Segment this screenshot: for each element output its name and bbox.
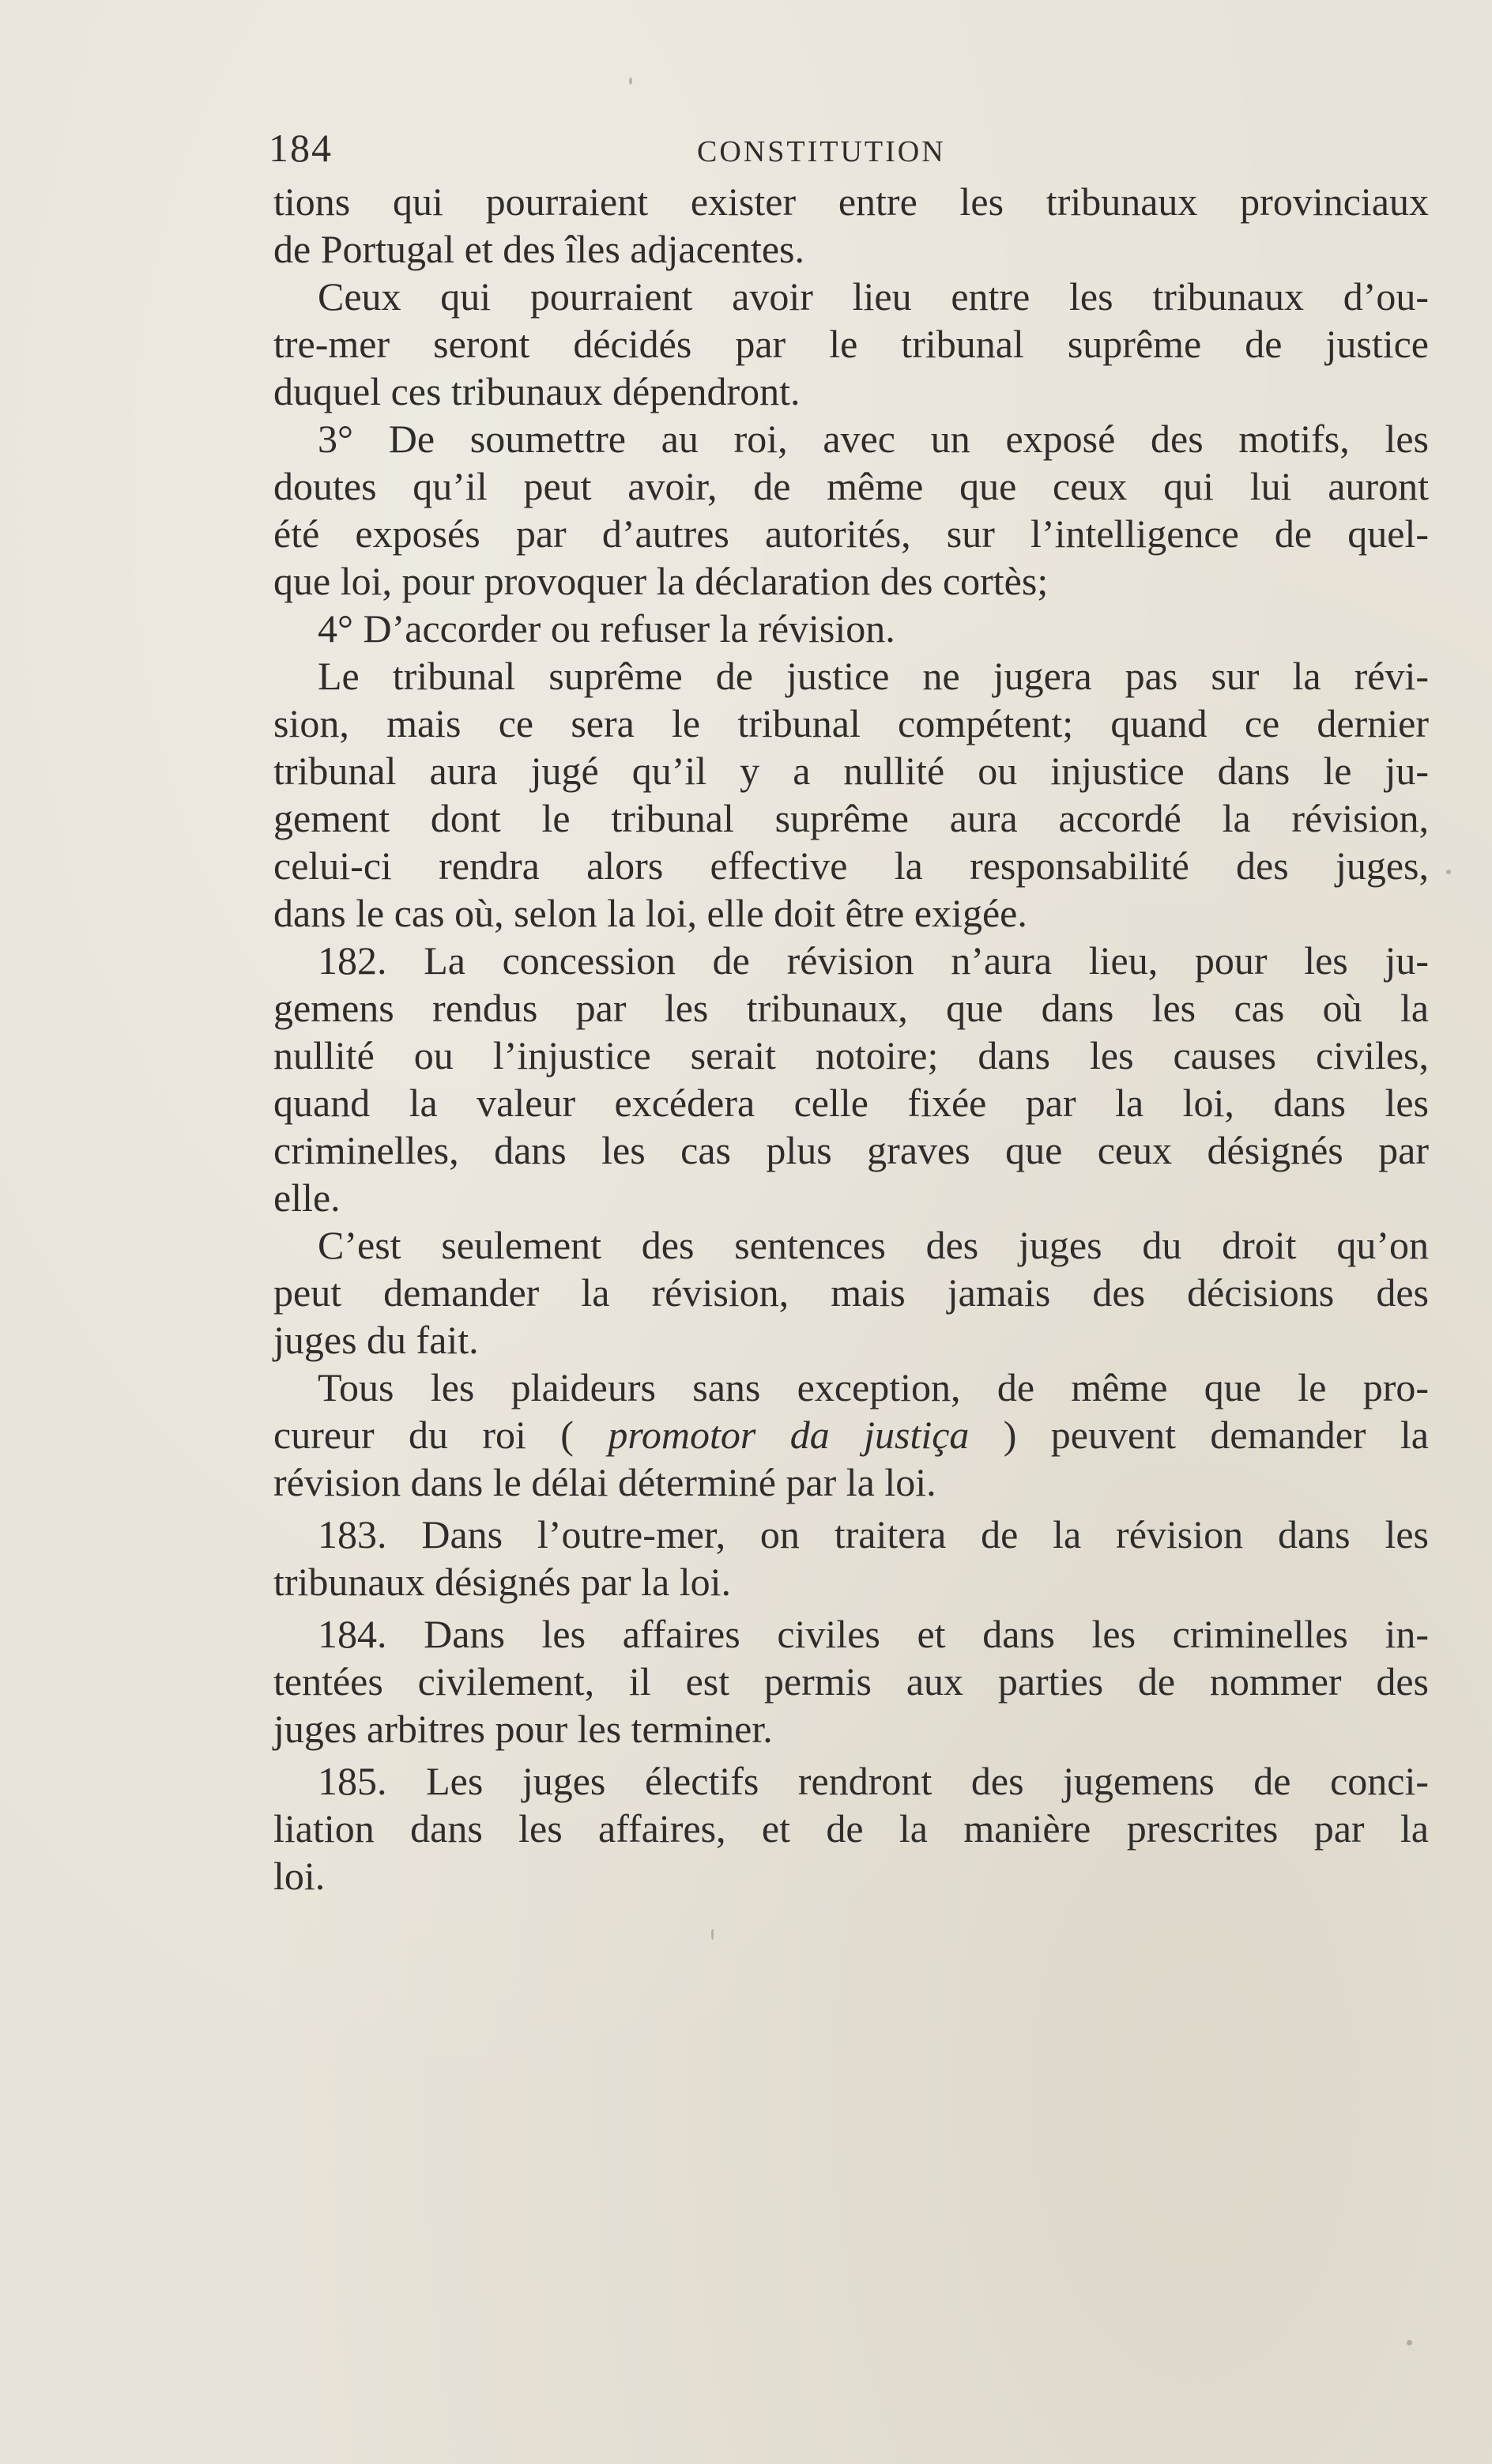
text-line: 184. Dans les affaires civiles et dans les criminelles in-	[318, 1612, 1429, 1656]
text-line: celui-ci rendra alors effective la responsabilité des juges,	[273, 843, 1429, 888]
text-line: 4° D’accorder ou refuser la révision.	[318, 606, 895, 651]
text-line: dans le cas où, selon la loi, elle doit être exigée.	[273, 891, 1027, 935]
text-line: de Portugal et des îles adjacentes.	[273, 227, 804, 271]
text-line: tribunal aura jugé qu’il y a nullité ou injustice dans le ju-	[273, 749, 1429, 793]
paper-speck	[629, 77, 632, 85]
running-head: CONSTITUTION	[697, 135, 946, 168]
text-line: gemens rendus par les tribunaux, que dans les cas où la	[273, 986, 1429, 1030]
text-line: peut demander la révision, mais jamais des décisions des	[273, 1270, 1429, 1315]
text-line: loi.	[273, 1854, 326, 1898]
text-line: gement dont le tribunal suprême aura accordé la révision,	[273, 796, 1429, 840]
text-line: 182. La concession de révision n’aura lieu, pour les ju-	[318, 938, 1429, 983]
page-header	[269, 125, 1430, 180]
italic-term: promotor da justiça	[608, 1413, 970, 1457]
text-line: sion, mais ce sera le tribunal compétent; quand ce dernier	[273, 701, 1429, 745]
text-line: 183. Dans l’outre-mer, on traitera de la révision dans les	[318, 1512, 1429, 1557]
text-line: tribunaux désignés par la loi.	[273, 1560, 732, 1604]
paper-speck	[711, 1929, 714, 1940]
text-line: tions qui pourraient exister entre les tribunaux provinciaux	[273, 179, 1429, 224]
text-line: Tous les plaideurs sans exception, de même que le pro-	[318, 1365, 1429, 1409]
text-line: juges du fait.	[273, 1318, 479, 1362]
text-line: Ceux qui pourraient avoir lieu entre les tribunaux d’ou-	[318, 274, 1429, 319]
text-line-with-italic	[273, 1411, 1429, 1458]
text-line: que loi, pour provoquer la déclaration des cortès;	[273, 559, 1049, 603]
text-fragment: ) peuvent demander la	[1003, 1413, 1429, 1457]
body-text	[273, 178, 1429, 1900]
text-line: duquel ces tribunaux dépendront.	[273, 369, 801, 413]
paper-speck	[1446, 870, 1451, 874]
text-line: été exposés par d’autres autorités, sur l’intelligence de quel-	[273, 511, 1429, 556]
text-line: nullité ou l’injustice serait notoire; dans les causes civiles,	[273, 1033, 1429, 1077]
text-line: révision dans le délai déterminé par la loi.	[273, 1460, 936, 1504]
text-line: liation dans les affaires, et de la manière prescrites par la	[273, 1806, 1429, 1851]
text-fragment: cureur du roi (	[273, 1413, 574, 1457]
text-line: elle.	[273, 1175, 341, 1220]
text-line: juges arbitres pour les terminer.	[273, 1707, 773, 1751]
text-line: tentées civilement, il est permis aux parties de nommer des	[273, 1659, 1429, 1704]
text-line: Le tribunal suprême de justice ne jugera pas sur la révi-	[318, 654, 1429, 698]
paper-speck	[1407, 2340, 1412, 2345]
text-line: doutes qu’il peut avoir, de même que ceux qui lui auront	[273, 464, 1429, 508]
text-line: tre-mer seront décidés par le tribunal suprême de justice	[273, 322, 1429, 366]
page-number: 184	[269, 126, 333, 170]
text-line: 185. Les juges électifs rendront des jugemens de conci-	[318, 1759, 1429, 1803]
text-line: criminelles, dans les cas plus graves que ceux désignés par	[273, 1128, 1429, 1172]
text-line: quand la valeur excédera celle fixée par la loi, dans les	[273, 1081, 1429, 1125]
text-line: C’est seulement des sentences des juges du droit qu’on	[318, 1223, 1429, 1267]
text-line: 3° De soumettre au roi, avec un exposé des motifs, les	[318, 417, 1429, 461]
